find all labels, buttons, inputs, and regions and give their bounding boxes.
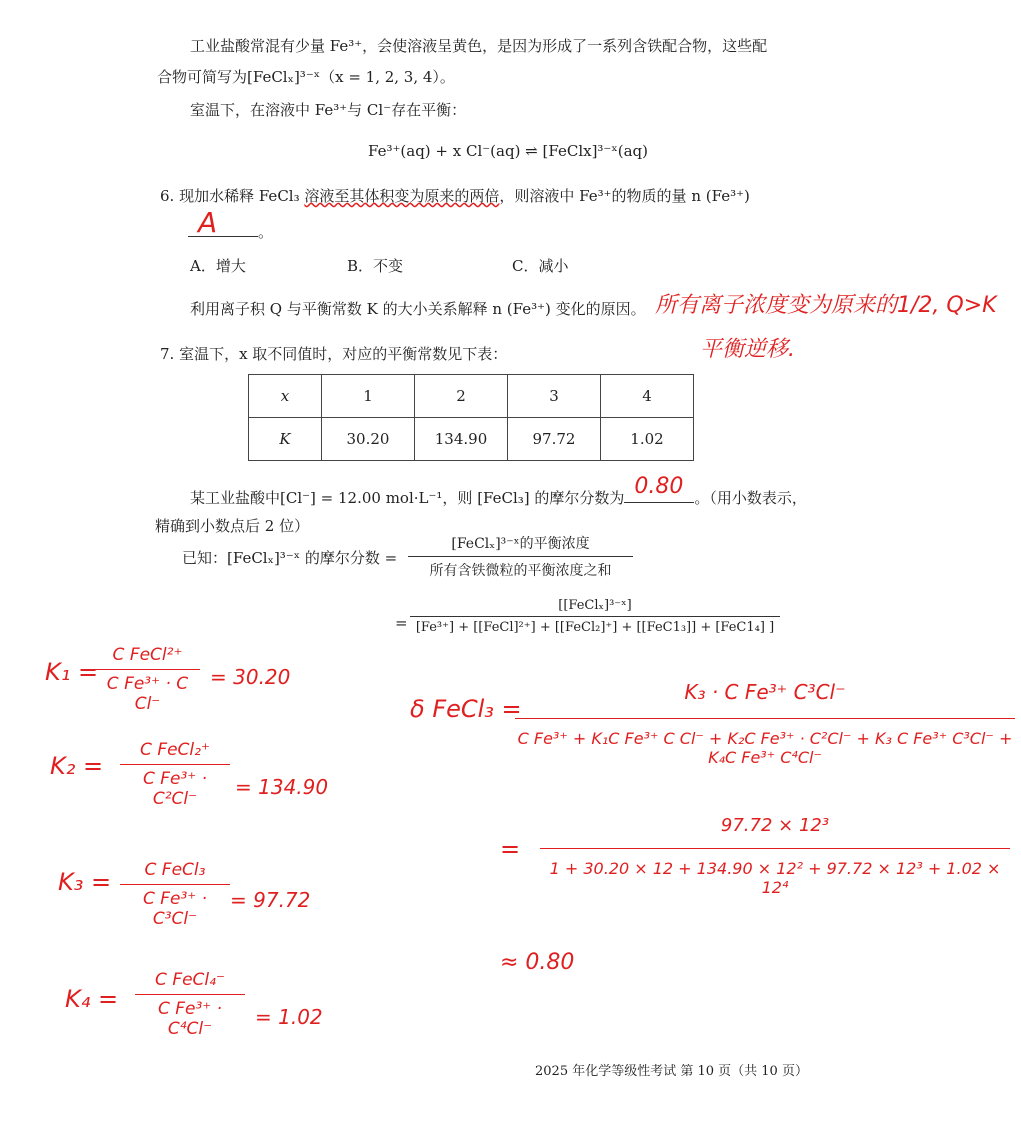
q6-stem-b: ，则溶液中 Fe³⁺的物质的量 n (Fe³⁺)	[499, 187, 750, 205]
delta-fraction	[515, 680, 1015, 767]
eq2-fraction	[410, 598, 780, 635]
delta-num: K₃ · C Fe³⁺ C³Cl⁻	[684, 680, 846, 704]
k3-rhs: = 97.72	[230, 888, 311, 912]
table-cell: 1.02	[601, 418, 694, 461]
k4-fraction	[135, 970, 245, 1039]
k1-den: C Fe³⁺ · C Cl⁻	[106, 674, 189, 714]
table-cell: 30.20	[322, 418, 415, 461]
q6-answer-blank	[188, 206, 274, 242]
k1-rhs: = 30.20	[210, 665, 291, 689]
k1-num: C FeCl²⁺	[112, 645, 183, 665]
equilibrium-equation: Fe³⁺(aq) + x Cl⁻(aq) ⇌ [FeClx]³⁻ˣ(aq)	[368, 142, 648, 160]
eq2-numerator: [[FeClₓ]³⁻ˣ]	[558, 598, 632, 613]
paragraph-1: 工业盐酸常混有少量 Fe³⁺，会使溶液呈黄色，是因为形成了一系列含铁配合物，这些配	[190, 37, 768, 55]
k3-den: C Fe³⁺ · C³Cl⁻	[142, 889, 208, 929]
k2-fraction	[120, 740, 230, 809]
q7-answer: 0.80	[634, 474, 684, 499]
q6-option-b: B．不变	[347, 257, 404, 275]
paragraph-3: 室温下，在溶液中 Fe³⁺与 Cl⁻存在平衡：	[190, 101, 467, 119]
q6-stem-a: 6. 现加水稀释 FeCl₃	[160, 187, 305, 205]
known-numerator: [FeClₓ]³⁻ˣ的平衡浓度	[451, 536, 590, 552]
eq-sign: =	[500, 835, 521, 863]
q7-line-2: 精确到小数点后 2 位）	[155, 517, 310, 535]
table-cell: 3	[508, 375, 601, 418]
paragraph-2: 合物可简写为[FeClₓ]³⁻ˣ（x = 1, 2, 3, 4）。	[157, 68, 455, 86]
known-label: 已知：[FeClₓ]³⁻ˣ 的摩尔分数 =	[182, 549, 398, 567]
table-cell: x	[249, 375, 322, 418]
q7-line-1a: 某工业盐酸中[Cl⁻] = 12.00 mol·L⁻¹，则 [FeCl₃] 的摩尔分数为	[190, 489, 625, 507]
numeric-fraction	[540, 815, 1010, 897]
k3-lhs: K₃ =	[58, 868, 112, 896]
table-cell: K	[249, 418, 322, 461]
numeric-den: 1 + 30.20 × 12 + 134.90 × 12² + 97.72 × 12³ + 1.02 × 12⁴	[549, 859, 1001, 897]
known-fraction	[408, 533, 633, 580]
k2-num: C FeCl₂⁺	[140, 740, 210, 760]
k-table	[248, 374, 694, 461]
k4-num: C FeCl₄⁻	[155, 970, 225, 990]
q6-explain-answer-1: 所有离子浓度变为原来的1/2, Q>K	[655, 293, 997, 318]
q7-line-1b: 。（用小数表示，	[694, 489, 807, 507]
k1-lhs: K₁ =	[45, 658, 99, 686]
k4-lhs: K₄ =	[65, 985, 119, 1013]
k3-fraction	[120, 860, 230, 929]
eq2-sign: =	[395, 614, 408, 632]
k2-lhs: K₂ =	[50, 752, 104, 780]
known-denominator: 所有含铁微粒的平衡浓度之和	[429, 563, 612, 579]
delta-lhs: δ FeCl₃ =	[410, 695, 522, 723]
q6-period: 。	[258, 223, 274, 241]
q6-explain-answer-2: 平衡逆移.	[700, 337, 795, 362]
numeric-num: 97.72 × 12³	[720, 815, 830, 836]
q6-stem-underlined: 溶液至其体积变为原来的两倍	[304, 187, 500, 205]
table-row	[249, 418, 694, 461]
table-cell: 2	[415, 375, 508, 418]
delta-den: C Fe³⁺ + K₁C Fe³⁺ C Cl⁻ + K₂C Fe³⁺ · C²Cl⁻ + K₃ C Fe³⁺ C³Cl⁻ + K₄C Fe³⁺ C⁴Cl⁻	[517, 729, 1013, 767]
table-cell: 1	[322, 375, 415, 418]
page-footer: 2025 年化学等级性考试 第 10 页（共 10 页）	[535, 1064, 808, 1079]
q6-answer: A	[198, 206, 218, 239]
k1-fraction	[95, 645, 200, 714]
q6-explain-prompt: 利用离子积 Q 与平衡常数 K 的大小关系解释 n (Fe³⁺) 变化的原因。	[190, 300, 646, 318]
k4-rhs: = 1.02	[255, 1005, 323, 1029]
k2-rhs: = 134.90	[235, 775, 329, 799]
k2-den: C Fe³⁺ · C²Cl⁻	[142, 769, 208, 809]
q6-stem	[160, 185, 750, 206]
table-cell: 134.90	[415, 418, 508, 461]
table-cell: 4	[601, 375, 694, 418]
result: ≈ 0.80	[500, 950, 575, 975]
q7-stem: 7. 室温下，x 取不同值时，对应的平衡常数见下表：	[160, 345, 508, 363]
q7-line-1	[190, 474, 807, 508]
q6-option-c: C．减小	[512, 257, 569, 275]
eq2-denominator: [Fe³⁺] + [[FeCl]²⁺] + [[FeCl₂]⁺] + [[FeC1₃]] + [FeC1₄] ]	[415, 620, 775, 635]
table-cell: 97.72	[508, 418, 601, 461]
table-row	[249, 375, 694, 418]
k4-den: C Fe³⁺ · C⁴Cl⁻	[157, 999, 223, 1039]
k3-num: C FeCl₃	[144, 860, 206, 880]
q6-option-a: A．增大	[190, 257, 246, 275]
